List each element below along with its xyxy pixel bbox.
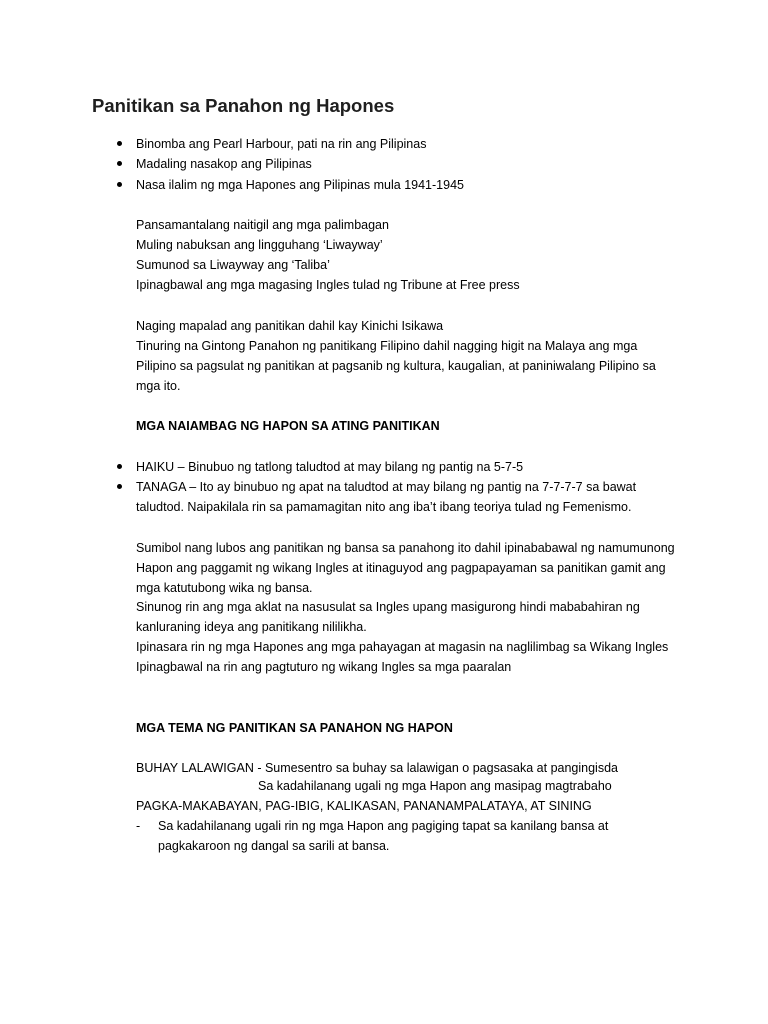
- para3-line: Sinunog rin ang mga aklat na nasusulat sa Ingles upang masigurong hindi mababahiran ng: [136, 600, 640, 614]
- para2-line: Tinuring na Gintong Panahon ng panitikang Filipino dahil nagging higit na Malaya ang mga: [136, 339, 638, 353]
- intro-bullet-3: Nasa ilalim ng mga Hapones ang Pilipinas mula 1941-1945: [136, 178, 464, 192]
- bullet-icon: [117, 464, 122, 469]
- para3-line: mga katutubong wika ng bansa.: [136, 581, 313, 595]
- para3-line: Hapon ang paggamit ng wikang Ingles at itinaguyod ang pagpapayaman sa panitikan gamit ang: [136, 561, 666, 575]
- para3-line: Sumibol nang lubos ang panitikan ng bansa sa panahong ito dahil ipinababawal ng namumunong: [136, 541, 675, 555]
- intro-bullet-1: Binomba ang Pearl Harbour, pati na rin ang Pilipinas: [136, 137, 427, 151]
- tema-buhay-lalawigan-cont: Sa kadahilanang ugali ng mga Hapon ang masipag magtrabaho: [258, 779, 612, 793]
- para3-line: Ipinagbawal na rin ang pagtuturo ng wikang Ingles sa mga paaralan: [136, 660, 512, 674]
- para1-line: Muling nabuksan ang lingguhang ‘Liwayway’: [136, 238, 383, 252]
- para2-line: mga ito.: [136, 379, 181, 393]
- bullet-icon: [117, 182, 122, 187]
- tema-buhay-lalawigan: BUHAY LALAWIGAN - Sumesentro sa buhay sa lalawigan o pagsasaka at pangingisda: [136, 761, 618, 775]
- para3-line: Ipinasara rin ng mga Hapones ang mga pahayagan at magasin na naglilimbag sa Wikang Ingles: [136, 640, 669, 654]
- page-title: Panitikan sa Panahon ng Hapones: [92, 95, 395, 116]
- intro-bullet-2: Madaling nasakop ang Pilipinas: [136, 157, 312, 171]
- tema-pagka-makabayan-desc-cont: pagkakaroon ng dangal sa sarili at bansa.: [158, 839, 390, 853]
- para2-line: Pilipino sa pagsulat ng panitikan at pagsanib ng kultura, kaugalian, at paniniwalang Pilipino sa: [136, 359, 656, 373]
- ambag-bullet-tanaga-cont: taludtod. Naipakilala rin sa pamamagitan nito ang iba’t ibang teoriya tulad ng Femenismo.: [136, 500, 632, 514]
- para1-line: Sumunod sa Liwayway ang ‘Taliba’: [136, 258, 330, 272]
- ambag-bullet-tanaga: TANAGA – Ito ay binubuo ng apat na taludtod at may bilang ng pantig na 7-7-7-7 sa bawat: [136, 480, 637, 494]
- bullet-icon: [117, 484, 122, 489]
- para2-line: Naging mapalad ang panitikan dahil kay Kinichi Isikawa: [136, 319, 444, 333]
- bullet-icon: [117, 161, 122, 166]
- tema-pagka-makabayan: PAGKA-MAKABAYAN, PAG-IBIG, KALIKASAN, PANANAMPALATAYA, AT SINING: [136, 799, 592, 813]
- section-heading-ambag: MGA NAIAMBAG NG HAPON SA ATING PANITIKAN: [136, 419, 440, 433]
- para3-line: kanluraning ideya ang panitikang nililikha.: [136, 620, 367, 634]
- para1-line: Ipinagbawal ang mga magasing Ingles tulad ng Tribune at Free press: [136, 278, 520, 292]
- bullet-icon: [117, 141, 122, 146]
- para1-line: Pansamantalang naitigil ang mga palimbagan: [136, 218, 389, 232]
- tema-pagka-makabayan-desc: Sa kadahilanang ugali rin ng mga Hapon ang pagiging tapat sa kanilang bansa at: [158, 819, 609, 833]
- section-heading-tema: MGA TEMA NG PANITIKAN SA PANAHON NG HAPON: [136, 721, 453, 735]
- ambag-bullet-haiku: HAIKU – Binubuo ng tatlong taludtod at may bilang ng pantig na 5-7-5: [136, 460, 524, 474]
- dash-marker: -: [136, 819, 141, 833]
